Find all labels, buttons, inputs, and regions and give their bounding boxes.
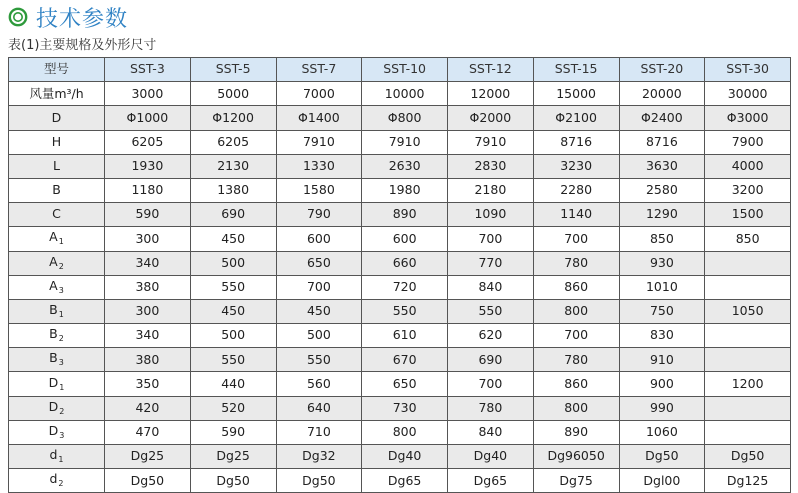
table-cell: 700 (533, 324, 619, 348)
table-cell: 8716 (619, 130, 705, 154)
table-cell: 860 (533, 275, 619, 299)
table-cell: 650 (276, 251, 362, 275)
row-label-subscript: 2 (58, 261, 64, 271)
table-cell: 690 (448, 348, 534, 372)
table-cell: 10000 (362, 82, 448, 106)
table-row (9, 178, 791, 202)
table-cell: 720 (362, 275, 448, 299)
table-cell: 4000 (705, 154, 791, 178)
header-model-8: SST-30 (705, 58, 791, 82)
table-cell: 1140 (533, 203, 619, 227)
table-cell: 450 (190, 227, 276, 251)
table-cell: Dg50 (705, 445, 791, 469)
table-cell: Φ2100 (533, 106, 619, 130)
table-cell: Φ2000 (448, 106, 534, 130)
table-cell: 450 (190, 299, 276, 323)
table-cell: 700 (533, 227, 619, 251)
table-cell: 860 (533, 372, 619, 396)
table-cell (705, 251, 791, 275)
table-cell: 3230 (533, 154, 619, 178)
table-caption: 表(1)主要规格及外形尺寸 (8, 38, 157, 53)
table-row (9, 203, 791, 227)
table-cell: 1500 (705, 203, 791, 227)
table-cell: 730 (362, 396, 448, 420)
table-cell: 800 (533, 299, 619, 323)
table-cell: 620 (448, 324, 534, 348)
row-label (9, 275, 105, 299)
table-cell: 700 (448, 372, 534, 396)
table-cell: Dg125 (705, 469, 791, 493)
header-model-2: SST-5 (190, 58, 276, 82)
table-cell: 1090 (448, 203, 534, 227)
table-cell: 520 (190, 396, 276, 420)
row-label-text: 风量m³/h (29, 85, 84, 101)
row-label (9, 106, 105, 130)
table-cell: 440 (190, 372, 276, 396)
header-model-1: SST-3 (105, 58, 191, 82)
table-cell: 500 (190, 251, 276, 275)
row-label (9, 227, 105, 251)
row-label (9, 324, 105, 348)
table-cell: 2280 (533, 178, 619, 202)
table-cell: 650 (362, 372, 448, 396)
table-cell: 710 (276, 420, 362, 444)
row-label-subscript: 1 (58, 455, 64, 465)
table-cell: Dg40 (362, 445, 448, 469)
section-header (8, 3, 128, 31)
table-cell: 2180 (448, 178, 534, 202)
table-cell: 500 (190, 324, 276, 348)
row-label-text: B (49, 301, 58, 317)
table-cell: 20000 (619, 82, 705, 106)
table-cell: 340 (105, 324, 191, 348)
table-cell: 780 (448, 396, 534, 420)
row-label-text: A (49, 253, 58, 269)
table-cell: 550 (362, 299, 448, 323)
row-label (9, 396, 105, 420)
table-cell (705, 348, 791, 372)
row-label-subscript: 2 (58, 334, 64, 344)
table-cell: 2830 (448, 154, 534, 178)
table-row (9, 82, 791, 106)
table-cell: 420 (105, 396, 191, 420)
table-cell: 890 (533, 420, 619, 444)
spec-table (8, 57, 791, 493)
table-cell (705, 275, 791, 299)
table-header-row (9, 58, 791, 82)
table-cell: 770 (448, 251, 534, 275)
table-row (9, 469, 791, 493)
table-row (9, 275, 791, 299)
table-cell: 800 (362, 420, 448, 444)
table-row (9, 154, 791, 178)
row-label (9, 130, 105, 154)
row-label-text: D (48, 398, 59, 414)
row-label-text: B (49, 326, 58, 342)
table-cell: 7910 (448, 130, 534, 154)
table-cell: 600 (276, 227, 362, 251)
header-model-4: SST-10 (362, 58, 448, 82)
header-model-5: SST-12 (448, 58, 534, 82)
row-label-subscript: 1 (58, 237, 64, 247)
table-cell: 350 (105, 372, 191, 396)
table-cell: 550 (276, 348, 362, 372)
table-row (9, 227, 791, 251)
table-cell: 1980 (362, 178, 448, 202)
table-cell: 7910 (276, 130, 362, 154)
row-label-subscript: 3 (58, 285, 64, 295)
table-cell: 300 (105, 299, 191, 323)
table-cell: 750 (619, 299, 705, 323)
table-cell: Dg50 (105, 469, 191, 493)
table-cell: Φ2400 (619, 106, 705, 130)
row-label-subscript: 2 (59, 406, 65, 416)
row-label (9, 82, 105, 106)
table-cell: 550 (190, 275, 276, 299)
table-cell: 380 (105, 275, 191, 299)
table-cell: 7000 (276, 82, 362, 106)
table-cell: 1580 (276, 178, 362, 202)
row-label-text: B (49, 350, 58, 366)
row-label-text: D (48, 422, 59, 438)
row-label-subscript: 2 (58, 479, 64, 489)
table-cell: 1010 (619, 275, 705, 299)
header-model-7: SST-20 (619, 58, 705, 82)
table-cell: 790 (276, 203, 362, 227)
table-cell (705, 420, 791, 444)
table-row (9, 396, 791, 420)
row-label-text: D (48, 374, 59, 390)
table-cell: 690 (190, 203, 276, 227)
table-cell: Dg25 (105, 445, 191, 469)
table-cell: 3200 (705, 178, 791, 202)
table-cell: 600 (362, 227, 448, 251)
table-cell: 1290 (619, 203, 705, 227)
table-cell: 450 (276, 299, 362, 323)
table-cell: Dg50 (190, 469, 276, 493)
table-cell: 1180 (105, 178, 191, 202)
row-label-text: d (49, 471, 58, 487)
row-label (9, 469, 105, 493)
table-cell: 15000 (533, 82, 619, 106)
table-cell: 670 (362, 348, 448, 372)
table-cell: 900 (619, 372, 705, 396)
table-row (9, 324, 791, 348)
table-cell: 930 (619, 251, 705, 275)
table-cell: Dg40 (448, 445, 534, 469)
table-cell: 2130 (190, 154, 276, 178)
row-label-text: d (49, 447, 58, 463)
table-cell: 610 (362, 324, 448, 348)
table-row (9, 106, 791, 130)
table-cell: 7910 (362, 130, 448, 154)
table-cell: 560 (276, 372, 362, 396)
table-row (9, 130, 791, 154)
table-cell: 300 (105, 227, 191, 251)
table-cell: Dgl00 (619, 469, 705, 493)
row-label (9, 299, 105, 323)
table-cell: 990 (619, 396, 705, 420)
table-cell: 340 (105, 251, 191, 275)
row-label-text: D (51, 109, 62, 125)
table-cell: 6205 (190, 130, 276, 154)
header-model: 型号 (9, 58, 105, 82)
header-model-6: SST-15 (533, 58, 619, 82)
table-cell: 830 (619, 324, 705, 348)
table-cell: 550 (448, 299, 534, 323)
table-cell: 2630 (362, 154, 448, 178)
row-label-subscript: 1 (58, 309, 64, 319)
row-label (9, 203, 105, 227)
table-cell: Dg75 (533, 469, 619, 493)
table-row (9, 251, 791, 275)
table-cell: 850 (705, 227, 791, 251)
row-label-text: A (49, 229, 58, 245)
row-label-text: A (49, 277, 58, 293)
table-cell: 2580 (619, 178, 705, 202)
table-cell: 7900 (705, 130, 791, 154)
table-cell: 700 (448, 227, 534, 251)
table-cell: 550 (190, 348, 276, 372)
table-cell: Φ800 (362, 106, 448, 130)
row-label (9, 251, 105, 275)
table-row (9, 420, 791, 444)
table-cell: 590 (190, 420, 276, 444)
table-cell: 500 (276, 324, 362, 348)
table-cell: 12000 (448, 82, 534, 106)
table-cell: 380 (105, 348, 191, 372)
table-cell: 640 (276, 396, 362, 420)
header-model-3: SST-7 (276, 58, 362, 82)
table-cell: 1330 (276, 154, 362, 178)
table-cell: Dg65 (362, 469, 448, 493)
table-cell: 1200 (705, 372, 791, 396)
table-cell: 1060 (619, 420, 705, 444)
table-cell: Dg25 (190, 445, 276, 469)
row-label-text: H (51, 133, 62, 149)
row-label-text: L (53, 158, 60, 174)
table-cell: 1050 (705, 299, 791, 323)
table-cell: 800 (533, 396, 619, 420)
row-label (9, 372, 105, 396)
table-cell: 8716 (533, 130, 619, 154)
row-label-subscript: 1 (59, 382, 65, 392)
table-cell: 3000 (105, 82, 191, 106)
row-label (9, 420, 105, 444)
table-cell: 840 (448, 420, 534, 444)
table-cell (705, 396, 791, 420)
table-cell: Dg50 (276, 469, 362, 493)
table-cell: Φ3000 (705, 106, 791, 130)
ring-bullet-icon (8, 7, 28, 27)
row-label (9, 178, 105, 202)
table-cell: 470 (105, 420, 191, 444)
table-cell: 850 (619, 227, 705, 251)
row-label-subscript: 3 (59, 430, 65, 440)
row-label-text: C (52, 206, 61, 222)
table-row (9, 348, 791, 372)
table-cell: 660 (362, 251, 448, 275)
table-cell: 780 (533, 251, 619, 275)
table-cell: 3630 (619, 154, 705, 178)
section-title: 技术参数 (36, 6, 129, 32)
row-label-text: B (52, 182, 61, 198)
row-label (9, 445, 105, 469)
table-cell: Dg32 (276, 445, 362, 469)
table-cell: Φ1200 (190, 106, 276, 130)
table-cell: 590 (105, 203, 191, 227)
table-cell: 1930 (105, 154, 191, 178)
table-row (9, 372, 791, 396)
table-row (9, 299, 791, 323)
table-cell: 6205 (105, 130, 191, 154)
table-cell (705, 324, 791, 348)
row-label-subscript: 3 (58, 358, 64, 368)
table-row (9, 445, 791, 469)
table-cell: 840 (448, 275, 534, 299)
table-cell: 30000 (705, 82, 791, 106)
table-cell: Dg96050 (533, 445, 619, 469)
table-cell: 890 (362, 203, 448, 227)
row-label (9, 154, 105, 178)
table-cell: Dg65 (448, 469, 534, 493)
table-cell: Φ1000 (105, 106, 191, 130)
table-cell: 700 (276, 275, 362, 299)
table-cell: 5000 (190, 82, 276, 106)
table-cell: Φ1400 (276, 106, 362, 130)
table-cell: 1380 (190, 178, 276, 202)
table-cell: 780 (533, 348, 619, 372)
table-cell: 910 (619, 348, 705, 372)
table-cell: Dg50 (619, 445, 705, 469)
row-label (9, 348, 105, 372)
